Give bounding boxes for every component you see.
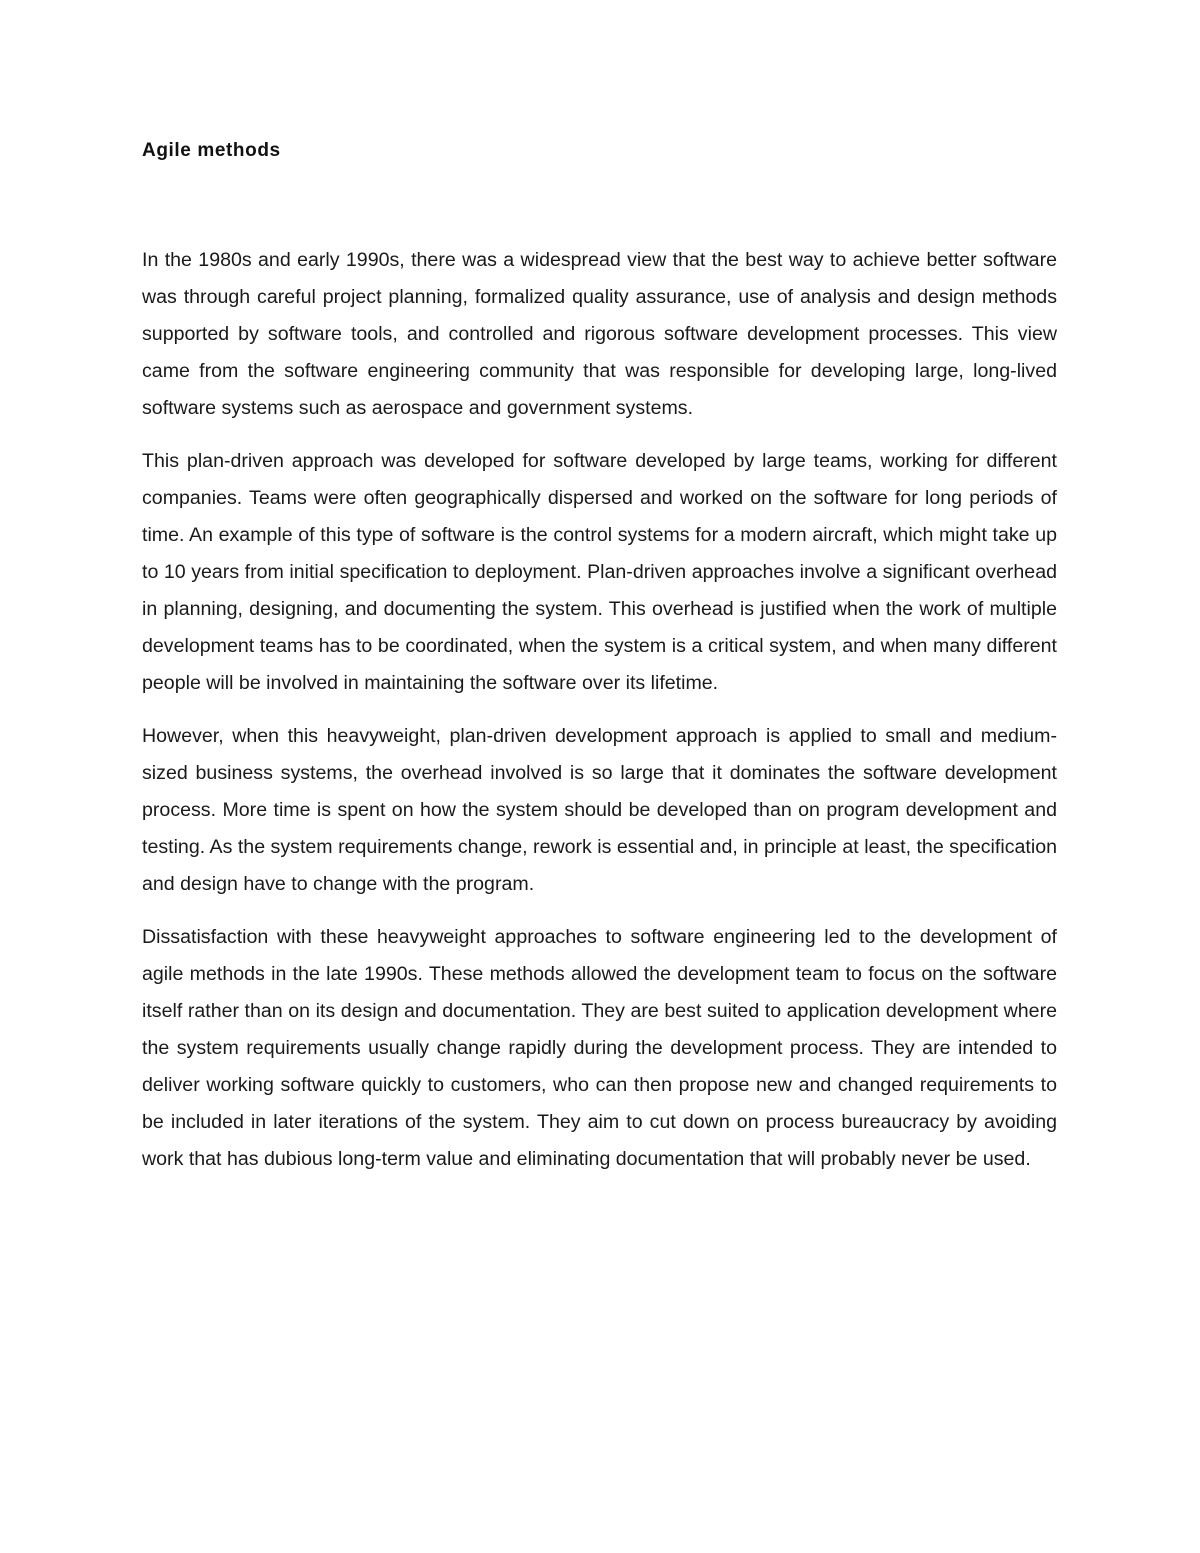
paragraph-4: Dissatisfaction with these heavyweight approaches to software engineering led to the development of agile methods in the late 1990s. These methods allowed the development team to focus on the software itself rather than on its design and documentation. They are best suited to application development where the system requirements usually change rapidly during the development process. They are intended to deliver working software quickly to customers, who can then propose new and changed requirements to be included in later iterations of the system. They aim to cut down on process bureaucracy by avoiding work that has dubious long-term value and eliminating documentation that will probably never be used.	[142, 926, 1057, 1170]
paragraph-1: In the 1980s and early 1990s, there was a widespread view that the best way to achieve better software was through careful project planning, formalized quality assurance, use of analysis and design methods supported by software tools, and controlled and rigorous software development processes. This view came from the software engineering community that was responsible for developing large, long-lived software systems such as aerospace and government systems.	[142, 249, 1057, 419]
document-body	[142, 242, 1057, 1194]
paragraph-2: This plan-driven approach was developed for software developed by large teams, working for different companies. Teams were often geographically dispersed and worked on the software for long periods of time. An example of this type of software is the control systems for a modern aircraft, which might take up to 10 years from initial specification to deployment. Plan-driven approaches involve a significant overhead in planning, designing, and documenting the system. This overhead is justified when the work of multiple development teams has to be coordinated, when the system is a critical system, and when many different people will be involved in maintaining the software over its lifetime.	[142, 450, 1057, 694]
document-title: Agile methods	[142, 140, 281, 161]
paragraph-3: However, when this heavyweight, plan-driven development approach is applied to small and medium-sized business systems, the overhead involved is so large that it dominates the software development process. More time is spent on how the system should be developed than on program development and testing. As the system requirements change, rework is essential and, in principle at least, the specification and design have to change with the program.	[142, 725, 1057, 895]
